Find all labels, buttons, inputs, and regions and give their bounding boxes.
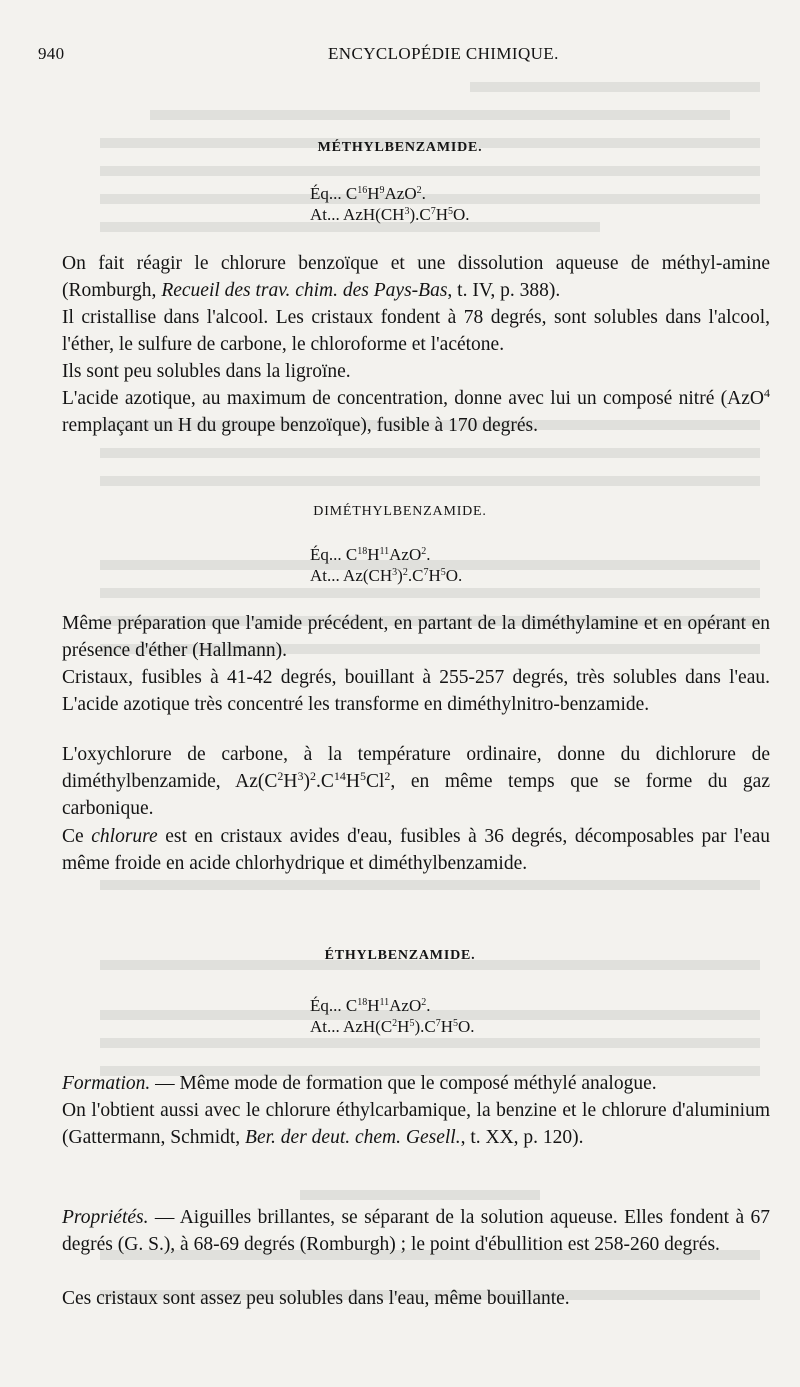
paragraph: Ce chlorure est en cristaux avides d'eau, fusibles à 36 degrés, décomposables par l'eau même froide en acide chlorhydrique et diméthylbenzamide.: [62, 826, 770, 874]
paragraph: On l'obtient aussi avec le chlorure éthylcarbamique, la benzine et le chlorure d'aluminium (Gattermann, Schmidt, Ber. der deut. chem. Gesell., t. XX, p. 120).: [62, 1100, 770, 1148]
formula-equivalent: Éq... $C^{16}H^9AzO^2$.: [310, 184, 426, 203]
paragraph: Ils sont peu solubles dans la ligroïne.: [62, 361, 351, 382]
paragraph: L'acide azotique, au maximum de concentration, donne avec lui un composé nitré (AzO$^4$ remplaçant un H du groupe benzoïque), fusible à 170 degrés.: [62, 386, 770, 436]
paragraph: L'oxychlorure de carbone, à la température ordinaire, donne du dichlorure de diméthylbenzamide, $Az(C^2H^3)^2.C^{14}H^5Cl^2$, en même temps que se forme du gaz carbonique.: [62, 744, 770, 819]
section-title-dimethylbenzamide: DIMÉTHYLBENZAMIDE.: [313, 504, 487, 519]
formula-atomic: At... $AzH(C^2H^5).C^7H^5O$.: [310, 1017, 475, 1036]
formula-atomic: At... $AzH(CH^3).C^7H^5O$.: [310, 205, 470, 224]
paragraph: Même préparation que l'amide précédent, en partant de la diméthylamine et en opérant en présence d'éther (Hallmann).: [62, 613, 770, 661]
formula-dimethylbenzamide: [310, 544, 462, 586]
formula-ethylbenzamide: [310, 995, 475, 1037]
page-header: [38, 44, 760, 70]
paragraph: Propriétés. — Aiguilles brillantes, se séparant de la solution aqueuse. Elles fondent à 67 degrés (G. S.), à 68-69 degrés (Romburgh) ; le point d'ébullition est 258-260 degrés.: [62, 1207, 770, 1255]
formula-methylbenzamide: [310, 183, 470, 225]
section-title-methylbenzamide: MÉTHYLBENZAMIDE.: [317, 140, 483, 155]
paragraph: Formation. — Même mode de formation que le composé méthylé analogue.: [62, 1073, 657, 1094]
formula-equivalent: Éq... $C^{18}H^{11}AzO^2$.: [310, 996, 431, 1015]
formula-equivalent: Éq... $C^{18}H^{11}AzO^2$.: [310, 545, 431, 564]
paragraph: Il cristallise dans l'alcool. Les cristaux fondent à 78 degrés, sont solubles dans l'alcool, l'éther, le sulfure de carbone, le chloroforme et l'acétone.: [62, 307, 770, 355]
paragraph: On fait réagir le chlorure benzoïque et une dissolution aqueuse de méthyl-amine (Romburgh, Recueil des trav. chim. des Pays-Bas, t. IV, p. 388).: [62, 253, 770, 301]
page-number: 940: [38, 44, 65, 63]
section-title-ethylbenzamide: ÉTHYLBENZAMIDE.: [324, 948, 476, 963]
running-title: ENCYCLOPÉDIE CHIMIQUE.: [328, 44, 559, 63]
paragraph: Ces cristaux sont assez peu solubles dans l'eau, même bouillante.: [62, 1288, 570, 1309]
paragraph: Cristaux, fusibles à 41-42 degrés, bouillant à 255-257 degrés, très solubles dans l'eau. L'acide azotique très concentré les transforme en diméthylnitro-benzamide.: [62, 667, 770, 715]
formula-atomic: At... $Az(CH^3)^2.C^7H^5O$.: [310, 566, 463, 585]
